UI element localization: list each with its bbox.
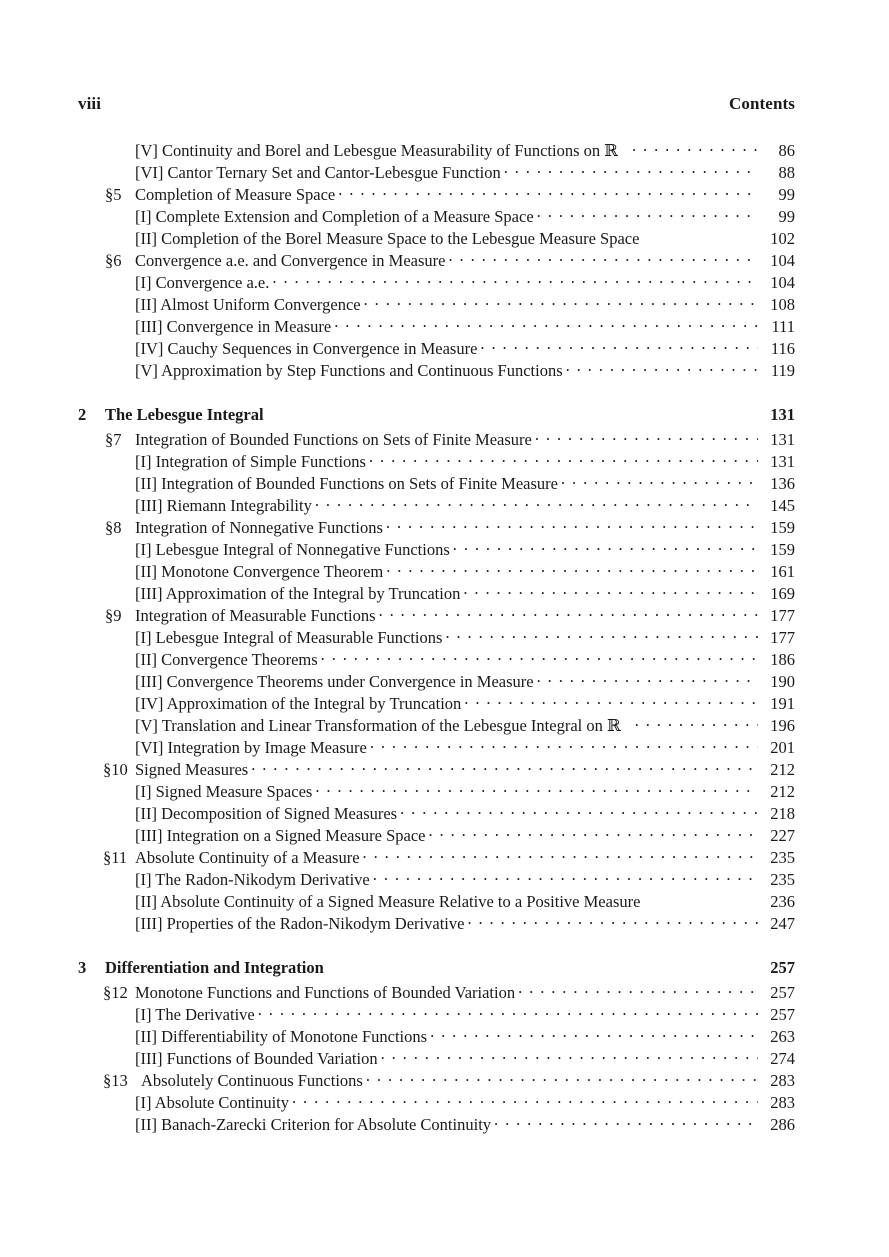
toc-section-row[interactable]: [78, 517, 795, 539]
table-of-contents: [78, 140, 795, 1136]
section-number: §7: [105, 430, 122, 449]
dot-leader: [364, 294, 758, 310]
toc-entry-title: [II] Decomposition of Signed Measures: [135, 804, 398, 823]
dot-leader: [327, 957, 758, 973]
toc-subsection-row[interactable]: [78, 649, 795, 671]
running-head-title: Contents: [729, 94, 795, 113]
toc-page-number: 104: [770, 251, 795, 270]
toc-subsection-row[interactable]: [78, 825, 795, 847]
toc-subsection-row[interactable]: [78, 272, 795, 294]
toc-subsection-row[interactable]: [78, 451, 795, 473]
section-number: §13: [103, 1071, 128, 1090]
toc-page-number: 136: [770, 474, 795, 493]
toc-entry-title: Differentiation and Integration: [105, 958, 324, 977]
dot-leader: [370, 737, 758, 753]
toc-entry-title: [VI] Cantor Ternary Set and Cantor-Lebesgue Function: [135, 163, 501, 182]
toc-page-number: 104: [770, 273, 795, 292]
toc-entry-title: [VI] Integration by Image Measure: [135, 738, 367, 757]
toc-subsection-row[interactable]: [78, 1026, 795, 1048]
dot-leader: [430, 1026, 758, 1042]
section-number: §8: [105, 518, 122, 537]
toc-page-number: 169: [770, 584, 795, 603]
toc-subsection-row[interactable]: [78, 228, 795, 250]
toc-subsection-row[interactable]: [78, 583, 795, 605]
dot-leader: [642, 228, 758, 244]
dot-leader: [566, 360, 758, 376]
dot-leader: [338, 184, 758, 200]
toc-page-number: 86: [778, 141, 795, 160]
toc-entry-title: [I] Convergence a.e.: [135, 273, 270, 292]
dot-leader: [428, 825, 758, 841]
dot-leader: [379, 605, 758, 621]
toc-subsection-row[interactable]: [78, 294, 795, 316]
toc-entry-title: [I] Complete Extension and Completion of a Measure Space: [135, 207, 534, 226]
toc-page-number: 247: [770, 914, 795, 933]
toc-subsection-row[interactable]: [78, 473, 795, 495]
toc-page-number: 236: [770, 892, 795, 911]
toc-page-number: 227: [770, 826, 795, 845]
chapter-number: 2: [78, 405, 87, 424]
dot-leader: [535, 429, 758, 445]
toc-entry-title: [II] Banach-Zarecki Criterion for Absolute Continuity: [135, 1115, 492, 1134]
toc-page-number: 108: [770, 295, 795, 314]
toc-entry-title: [V] Continuity and Borel and Lebesgue Measurability of Functions on ℝ: [135, 141, 618, 160]
toc-entry-title: [II] Monotone Convergence Theorem: [135, 562, 384, 581]
toc-entry-title: [II] Completion of the Borel Measure Space to the Lebesgue Measure Space: [135, 229, 640, 248]
toc-subsection-row[interactable]: [78, 338, 795, 360]
toc-section-row[interactable]: [78, 605, 795, 627]
toc-entry-title: Integration of Nonnegative Functions: [135, 518, 383, 537]
dot-leader: [381, 1048, 758, 1064]
chapter-number: 3: [78, 958, 87, 977]
dot-leader: [363, 847, 758, 863]
toc-subsection-row[interactable]: [78, 737, 795, 759]
dot-leader: [445, 627, 758, 643]
dot-leader: [366, 1070, 758, 1086]
toc-section-row[interactable]: [78, 250, 795, 272]
toc-entry-title: [I] The Derivative: [135, 1005, 255, 1024]
toc-page-number: 191: [770, 694, 795, 713]
dot-leader: [315, 781, 758, 797]
dot-leader: [321, 649, 758, 665]
dot-leader: [453, 539, 758, 555]
toc-entry-title: [II] Integration of Bounded Functions on Sets of Finite Measure: [135, 474, 558, 493]
toc-page-number: 145: [770, 496, 795, 515]
toc-subsection-row[interactable]: [78, 627, 795, 649]
toc-entry-title: Signed Measures: [135, 760, 249, 779]
toc-page-number: 131: [770, 405, 795, 424]
toc-entry-title: [V] Approximation by Step Functions and Continuous Functions: [135, 361, 563, 380]
dot-leader: [632, 140, 758, 156]
toc-page-number: 196: [770, 716, 795, 735]
toc-subsection-row[interactable]: [78, 495, 795, 517]
section-number: §9: [105, 606, 122, 625]
toc-entry-title: [III] Convergence in Measure: [135, 317, 332, 336]
toc-subsection-row[interactable]: [78, 1092, 795, 1114]
toc-entry-title: Integration of Bounded Functions on Sets of Finite Measure: [135, 430, 532, 449]
dot-leader: [537, 206, 758, 222]
running-head: [78, 94, 795, 118]
section-number: §6: [105, 251, 122, 270]
toc-entry-title: [I] Lebesgue Integral of Nonnegative Functions: [135, 540, 450, 559]
toc-entry-title: The Lebesgue Integral: [105, 405, 264, 424]
toc-subsection-row[interactable]: [78, 671, 795, 693]
toc-page-number: 159: [770, 540, 795, 559]
dot-leader: [258, 1004, 758, 1020]
dot-leader: [334, 316, 758, 332]
toc-entry-title: [I] Integration of Simple Functions: [135, 452, 366, 471]
toc-entry-title: [IV] Cauchy Sequences in Convergence in Measure: [135, 339, 478, 358]
toc-entry-title: [II] Convergence Theorems: [135, 650, 318, 669]
toc-page-number: 119: [770, 361, 795, 380]
toc-subsection-row[interactable]: [78, 1114, 795, 1136]
toc-page-number: 212: [770, 760, 795, 779]
toc-entry-title: [IV] Approximation of the Integral by Truncation: [135, 694, 462, 713]
dot-leader: [386, 561, 758, 577]
toc-entry-title: [III] Integration on a Signed Measure Space: [135, 826, 426, 845]
toc-subsection-row[interactable]: [78, 360, 795, 382]
toc-page-number: 102: [770, 229, 795, 248]
toc-page-number: 218: [770, 804, 795, 823]
toc-subsection-row[interactable]: [78, 781, 795, 803]
toc-subsection-row[interactable]: [78, 803, 795, 825]
toc-entry-title: [V] Translation and Linear Transformation of the Lebesgue Integral on ℝ: [135, 716, 621, 735]
toc-page-number: 111: [771, 317, 795, 336]
dot-leader: [463, 583, 758, 599]
toc-entry-title: [III] Approximation of the Integral by Truncation: [135, 584, 461, 603]
toc-entry-title: Completion of Measure Space: [135, 185, 336, 204]
toc-entry-title: Integration of Measurable Functions: [135, 606, 376, 625]
dot-leader: [251, 759, 758, 775]
toc-page-number: 88: [778, 163, 795, 182]
toc-entry-title: [III] Functions of Bounded Variation: [135, 1049, 378, 1068]
toc-subsection-row[interactable]: [78, 162, 795, 184]
toc-page-number: 263: [770, 1027, 795, 1046]
toc-page-number: 131: [770, 452, 795, 471]
section-number: §5: [105, 185, 122, 204]
dot-leader: [267, 404, 758, 420]
toc-page-number: 257: [770, 1005, 795, 1024]
toc-entry-title: [I] Lebesgue Integral of Measurable Functions: [135, 628, 443, 647]
toc-chapter-row[interactable]: [78, 957, 795, 979]
dot-leader: [400, 803, 758, 819]
toc-entry-title: [III] Properties of the Radon-Nikodym Derivative: [135, 914, 465, 933]
dot-leader: [504, 162, 758, 178]
toc-subsection-row[interactable]: [78, 1048, 795, 1070]
toc-page-number: 131: [770, 430, 795, 449]
toc-subsection-row[interactable]: [78, 913, 795, 935]
dot-leader: [464, 693, 758, 709]
toc-entry-title: [III] Riemann Integrability: [135, 496, 312, 515]
dot-leader: [386, 517, 758, 533]
toc-page-number: 99: [778, 207, 795, 226]
toc-section-row[interactable]: [78, 847, 795, 869]
toc-page-number: 177: [770, 606, 795, 625]
toc-entry-title: [III] Convergence Theorems under Convergence in Measure: [135, 672, 534, 691]
dot-leader: [369, 451, 758, 467]
toc-page-number: 159: [770, 518, 795, 537]
toc-entry-title: [II] Absolute Continuity of a Signed Measure Relative to a Positive Measure: [135, 892, 641, 911]
toc-subsection-row[interactable]: [78, 561, 795, 583]
toc-page-number: 99: [778, 185, 795, 204]
dot-leader: [561, 473, 758, 489]
toc-entry-title: [I] Absolute Continuity: [135, 1093, 289, 1112]
toc-entry-title: Absolutely Continuous Functions: [141, 1071, 363, 1090]
toc-page-number: 235: [770, 848, 795, 867]
toc-page-number: 161: [770, 562, 795, 581]
section-number: §10: [103, 760, 128, 779]
section-number: §11: [103, 848, 128, 867]
dot-leader: [467, 913, 758, 929]
toc-entry-title: Absolute Continuity of a Measure: [135, 848, 360, 867]
toc-page-number: 274: [770, 1049, 795, 1068]
toc-entry-title: [II] Differentiability of Monotone Functions: [135, 1027, 428, 1046]
toc-subsection-row[interactable]: [78, 715, 795, 737]
dot-leader: [494, 1114, 758, 1130]
dot-leader: [537, 671, 758, 687]
toc-subsection-row[interactable]: [78, 140, 795, 162]
toc-page-number: 177: [770, 628, 795, 647]
toc-subsection-row[interactable]: [78, 206, 795, 228]
dot-leader: [518, 982, 758, 998]
toc-page-number: 257: [770, 983, 795, 1002]
toc-page-number: 283: [770, 1093, 795, 1112]
toc-page-number: 116: [770, 339, 795, 358]
toc-page-number: 283: [770, 1071, 795, 1090]
toc-page-number: 212: [770, 782, 795, 801]
toc-entry-title: [I] The Radon-Nikodym Derivative: [135, 870, 370, 889]
toc-subsection-row[interactable]: [78, 869, 795, 891]
toc-section-row[interactable]: [78, 429, 795, 451]
toc-page-number: 186: [770, 650, 795, 669]
toc-subsection-row[interactable]: [78, 539, 795, 561]
toc-subsection-row[interactable]: [78, 891, 795, 913]
toc-entry-title: Monotone Functions and Functions of Bounded Variation: [135, 983, 516, 1002]
toc-subsection-row[interactable]: [78, 1004, 795, 1026]
toc-entry-title: [II] Almost Uniform Convergence: [135, 295, 361, 314]
toc-section-row[interactable]: [78, 184, 795, 206]
toc-page-number: 201: [770, 738, 795, 757]
dot-leader: [448, 250, 758, 266]
toc-section-row[interactable]: [78, 1070, 795, 1092]
toc-page-number: 190: [770, 672, 795, 691]
dot-leader: [292, 1092, 758, 1108]
toc-entry-title: Convergence a.e. and Convergence in Measure: [135, 251, 446, 270]
dot-leader: [635, 715, 758, 731]
section-number: §12: [103, 983, 128, 1002]
toc-chapter-row[interactable]: [78, 404, 795, 426]
toc-subsection-row[interactable]: [78, 316, 795, 338]
toc-section-row[interactable]: [78, 759, 795, 781]
dot-leader: [643, 891, 758, 907]
dot-leader: [480, 338, 758, 354]
dot-leader: [272, 272, 758, 288]
toc-page-number: 235: [770, 870, 795, 889]
dot-leader: [373, 869, 758, 885]
toc-page-number: 286: [770, 1115, 795, 1134]
toc-page-number: 257: [770, 958, 795, 977]
toc-subsection-row[interactable]: [78, 693, 795, 715]
dot-leader: [315, 495, 758, 511]
page-folio: viii: [78, 94, 102, 113]
toc-entry-title: [I] Signed Measure Spaces: [135, 782, 313, 801]
toc-section-row[interactable]: [78, 982, 795, 1004]
